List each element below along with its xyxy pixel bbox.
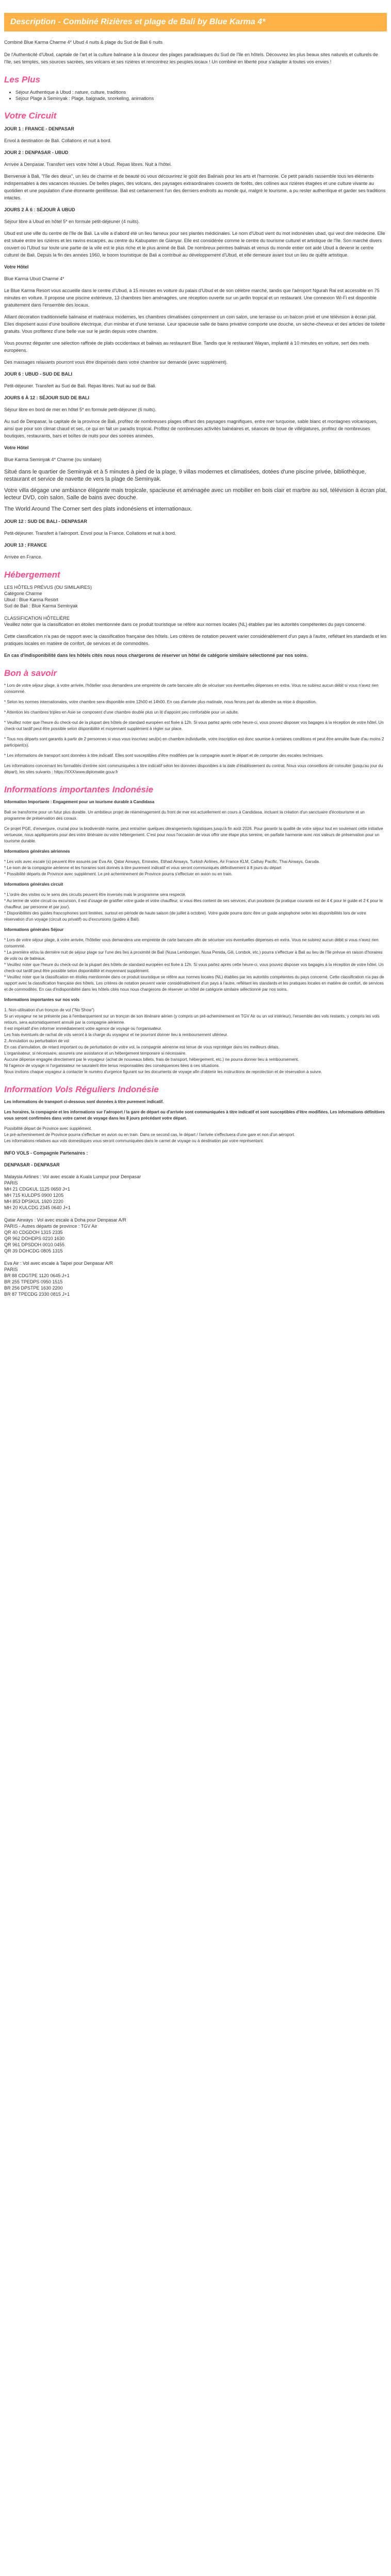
vols-item	[4, 1109, 387, 1122]
flight-line: Qatar Airways : Vol avec escale à Doha pour Denpasar A/R	[4, 1217, 126, 1223]
circuit-item	[4, 370, 387, 389]
flight-line: QR 961 DPSDOH 0010 0455	[4, 1242, 65, 1247]
circuit-end-blocks	[4, 518, 387, 561]
circuit-end-item	[4, 541, 387, 561]
hebergement-heading: Hébergement	[4, 570, 60, 580]
flight-line: BR 255 TPEDPS 0950 1515	[4, 1279, 63, 1284]
circuit-item	[4, 263, 387, 282]
circuit-title: JOURS 6 À 12 : SÉJOUR SUD DE BALI	[4, 395, 90, 400]
circuit-item	[4, 394, 387, 413]
circuit-item	[4, 125, 387, 144]
vols-heading: Information Vols Réguliers Indonésie	[4, 1084, 159, 1094]
vols-info-heading: INFO VOLS - Compagnie Partenaires :	[4, 1150, 88, 1156]
circuit-item	[4, 206, 387, 225]
flight-line: Malaysia Airlines : Vol avec escale à Kuala Lumpur pour Denpasar	[4, 1174, 141, 1179]
infos-indonesie-blocks	[4, 799, 387, 1075]
hebergement-line: Veuillez noter que la classification en étoiles mentionnée dans ce produit touristique se réfère aux normes locales (NL) établies par les autorités compétentes du pays concerné.	[4, 622, 366, 627]
flight-line	[4, 1211, 387, 1217]
circuit-title: Votre Hôtel	[4, 264, 29, 269]
hebergement-paragraph: Cette classification n'a pas de rapport avec la classification française des hôtels. Les critères de notation peuvent varier considérablement d'un pays à l'autre, reflétant les standards et les pratiques locales en matière de confort, de services et de commodités.	[4, 634, 387, 646]
flight-line: PARIS - Autres départs de province : TGV Air	[4, 1224, 97, 1229]
circuit-end-text: Arrivée en France.	[4, 554, 43, 560]
hebergement-more	[4, 633, 387, 659]
plus-list	[4, 89, 387, 101]
infos-indonesie-text: * Lors de votre séjour plage, à votre arrivée, l'hôtelier vous demandera une empreinte de carte bancaire afin de sécuriser vos éventuelles dépenses en extra. Vous ne subirez aucun débit si vous n'avez rien consommé. * La première et/ou la dernière nuit de séjour plage sur l'une des îles à proximité de Bali (Nusa Lembongan, Nusa Penida, Gili, Lombok, etc.) pourra s'effectuer à Bali au lieu de l'île prévue en raison d'horaires de vols ou de bateaux. * Veuillez noter que l'heure du check-out de la plupart des hôtels de standard européen est fixée à 12h. Si vous partez après cette heure-ci, vous pouvez disposer vos bagages à la réception de votre hôtel. Un check-out tardif peut être possible selon disponibilité et moyennant supplément. * Veuillez noter que la classification en étoiles mentionnée dans ce produit touristique se réfère aux normes locales (NL) établies par les autorités compétentes du pays concerné. Cette classification n'a pas de rapport avec la classification française des hôtels. Les critères de notation peuvent varier considérablement d'un pays à l'autre, reflétant les standards et les pratiques locales en matière de confort, de services et de commodités. En cas d'indisponibilité dans les hôtels cités nous nous chargerons de réserver un hôtel de catégorie similaire sélectionné par nos soins.	[4, 938, 384, 992]
circuit-title: JOUR 2 : DENPASAR - UBUD	[4, 150, 69, 155]
infos-indonesie-title: Informations générales aériennes	[4, 849, 70, 854]
vols-blocks	[4, 1099, 387, 1144]
circuit-item	[4, 340, 387, 354]
bon-a-savoir-paragraph: * Lors de votre séjour plage, à votre arrivée, l'hôtelier vous demandera une empreinte de carte bancaire afin de sécuriser vos éventuelles dépenses en extra. Vous ne subirez aucun débit si vous n'avez rien consommé.	[4, 683, 379, 694]
flight-line: QR 962 DOHDPS 0210 1630	[4, 1236, 65, 1241]
plus-item: • Séjour Plage à Seminyak : Plage, baignade, snorkeling, animations	[15, 95, 387, 101]
bon-a-savoir-heading: Bon à savoir	[4, 668, 57, 678]
plus-item: • Séjour Authentique à Ubud : nature, culture, traditions	[15, 89, 387, 95]
flight-line: MH 21 CDGKUL 1125 0650 J+1	[4, 1187, 70, 1192]
circuit-item	[4, 418, 387, 439]
flight-line: PARIS	[4, 1267, 18, 1272]
vols-item	[4, 1099, 387, 1105]
bon-a-savoir-paragraph: * Veuillez noter que l'heure du check-out de la plupart des hôtels de standard européen est fixée à 12h. Si vous partez après cette heure-ci, vous pouvez disposer vos bagages à la réception de votre hôtel. Un check-out tardif peut être possible selon disponibilité et moyennant supplément à régler sur place.	[4, 720, 384, 731]
villa-paragraph: Votre villa dégage une ambiance élégante mais tropicale, spacieuse et aménagée avec un mobilier en bois clair et marbre au sol, télévision à écran plat, lecteur DVD, coin salon. Salle de bains avec douche.	[4, 487, 387, 501]
flight-line: MH 853 DPSKUL 1920 2220	[4, 1199, 63, 1204]
bon-a-savoir-paragraph: * Attention les chambres triples en Asie se composent d'une chambre double plus un lit d'appoint peu confortable pour un adulte.	[4, 710, 239, 715]
circuit-text: Bienvenue à Bali, "l'île des dieux", un lieu de charme et de beauté où vous découvrirez le goût des Balinais pour les arts et l'harmonie. Ce petit paradis rassemble tous les éléments indispensables à des vacances réussies. De belles plages, des volcans, des paysages extraordinaires couverts de forêts, des collines aux rizières étagées et une culture vivante au quotidien et une population d'une étonnante gentillesse. Bali est certainement l'un des derniers endroits au monde qui, malgré le tourisme, a pu rester authentique et garder ses traditions intactes.	[4, 174, 387, 200]
infos-indonesie-item	[4, 849, 387, 877]
plus-heading: Les Plus	[4, 75, 40, 84]
flight-line: QR 40 CDGDOH 1315 2335	[4, 1230, 63, 1235]
bon-a-savoir-paragraph: * Tous nos départs sont garantis à partir de 2 personnes si vous vous inscrivez seul(e) en chambre individuelle, votre inscription est donc soumise à certaines conditions et peut être annulée faute d'au moins 2 participant(s).	[4, 737, 384, 748]
infos-indonesie-title: Informations importantes sur nos vols	[4, 997, 79, 1002]
infos-indonesie-title: Informations générales Séjour	[4, 927, 64, 932]
flight-line: MH 715 KULDPS 0900 1205	[4, 1193, 64, 1198]
circuit-title: JOURS 2 À 6 : SÉJOUR À UBUD	[4, 207, 75, 212]
circuit-text: Envol à destination de Bali. Collations et nuit à bord.	[4, 138, 112, 143]
flight-lines	[4, 1174, 387, 1297]
bon-a-savoir-blocks	[4, 683, 387, 775]
circuit-end-title: JOUR 12 : SUD DE BALI - DENPASAR	[4, 519, 87, 524]
flight-line: BR 88 CDGTPE 1120 0645 J+1	[4, 1273, 70, 1278]
circuit-text: Séjour libre en bord de mer en hôtel 5* en formule petit-déjeuner (6 nuits).	[4, 407, 156, 412]
intro-line: Combiné Blue Karma Charme 4* Ubud 4 nuits & plage du Sud de Bali 6 nuits	[4, 40, 163, 45]
circuit-item	[4, 313, 387, 335]
vols-info	[4, 1149, 387, 1168]
flight-line: BR 87 TPECDG 2330 0815 J+1	[4, 1292, 70, 1297]
hebergement-line: Sud de Bali : Blue Karma Seminyak	[4, 603, 78, 608]
circuit-text: Blue Karma Seminyak 4* Charme (ou similaire)	[4, 457, 102, 462]
circuit-end-title: JOUR 13 : FRANCE	[4, 543, 47, 548]
bon-a-savoir-paragraph: Les informations concernant les formalités d'entrée sont communiquées à titre indicatif selon les données disponibles à la date d'établissement du contrat. Nous vous conseillons de consulter (jusqu'au jour du départ), les sites suivants : https://XXX/www.diplomatie.gouv.fr	[4, 764, 383, 774]
circuit-text: Au sud de Denpasar, la capitale de la province de Bali, profitez de nombreuses plages offrant des paysages magnifiques, entre mer turquoise, sable blanc et montagnes volcaniques, ainsi que pour son climat chaud et sec, ce qui en fait un paradis tropical. Profitez de nombreuses activités balnéaires et, séances de boue de villégiatures, profitez de nombreuses boutiques, restaurants, bars et boîtes de nuits pour des soirées animées.	[4, 419, 379, 438]
villa-description	[4, 468, 387, 513]
hebergement-lines	[4, 584, 387, 628]
circuit-end-text: Petit-déjeuner. Transfert à l'aéroport. Envol pour la France. Collations et nuit à bord.	[4, 531, 176, 536]
circuit-heading: Votre Circuit	[4, 111, 57, 121]
flight-line: BR 256 DPSTPE 1630 2200	[4, 1285, 63, 1291]
circuit-text: Des massages relaxants pourront vous être dispensés dans votre chambre sur demande (avec supplément).	[4, 360, 228, 365]
circuit-title: JOUR 6 : UBUD - SUD DE BALI	[4, 371, 73, 377]
circuit-item	[4, 444, 387, 463]
circuit-text: Le Blue Karma Resort vous accueille dans le centre d'Ubud, à 15 minutes en voiture du palais d'Ubud et de son célèbre marché, tandis que l'aéroport Ngurah Rai est accessible en 75 minutes en voiture. Il propose une piscine extérieure, 13 chambres bien aménagées, une réception ouverte sur un jardin tropical et un restaurant. Une connexion Wi-Fi est disponible gratuitement dans l'ensemble des locaux.	[4, 288, 381, 308]
infos-indonesie-item	[4, 799, 387, 822]
page	[0, 13, 391, 1297]
flight-line: Eva Air : Vol avec escale à Taipei pour Denpasar A/R	[4, 1261, 113, 1266]
infos-indonesie-title: Informations générales circuit	[4, 882, 63, 887]
hebergement-line	[4, 609, 387, 615]
infos-indonesie-text: * L'ordre des visites ou le sens des circuits peuvent être inversés mais le programme sera respecté. * Au terme de votre circuit ou excursion, il est d'usage de gratifier votre guide et votre chauffeur, si vous êtes content de ses services, d'un pourboire (la pratique courante est de 4 € pour le guide et 2 € pour le chauffeur, par personne et par jour). * Disponibilités des guides francophones sont limitées, surtout en période de haute saison (de juillet à octobre). Votre guide pourra donc être un guide anglophone selon les disponibilités lors de votre réservation d'un voyage (circuit ou privatif) ou d'excursions (guides à Bali).	[4, 892, 383, 922]
infos-indonesie-item	[4, 927, 387, 993]
vols-title: Les horaires, la compagnie et les informations sur l'aéroport / la gare de départ ou d'arrivée sont communiquées à titre indicatif et sont susceptibles d'être modifiées. Les informations définitives vous seront confirmées dans votre carnet de voyage dans les 8 jours précédant votre départ.	[4, 1110, 385, 1121]
infos-indonesie-item	[4, 826, 387, 844]
circuit-item	[4, 359, 387, 366]
hebergement-paragraph: En cas d'indisponibilité dans les hôtels cités nous nous chargerons de réserver un hôtel de catégorie similaire sélectionné par nos soins.	[4, 653, 308, 658]
infos-indonesie-item	[4, 882, 387, 923]
infos-indonesie-item	[4, 997, 387, 1075]
intro-line: De l'Authenticité d'Ubud, capitale de l'art et la culture balinaise à la douceur des plages paradisiaques du Sud de l'île en hôtels. Découvrez les plus beaux sites naturels et culturels de l'île, ses temples, ses sources sacrées, ses volcans et ses rizières et rencontrez les peuples locaux ! Un combiné en liberté pour s'adapter à toutes vos envies !	[4, 52, 378, 64]
hebergement-line: CLASSIFICATION HÔTELIÈRE	[4, 616, 70, 621]
flight-line	[4, 1254, 387, 1260]
intro	[4, 39, 387, 65]
circuit-item	[4, 230, 387, 259]
infos-indonesie-title: Information Importante : Engagement pour un tourisme durable à Candidasa	[4, 800, 155, 804]
circuit-text: Blue Karma Ubud Charme 4*	[4, 276, 64, 281]
circuit-text: Séjour libre à Ubud en hôtel 5* en formule petit-déjeuner (4 nuits).	[4, 219, 140, 224]
hebergement-line: Catégorie Charme	[4, 591, 42, 596]
circuit-title: Votre Hôtel	[4, 445, 29, 450]
circuit-item	[4, 173, 387, 201]
infos-indonesie-text: 1. Non-utilisation d'un tronçon de vol ("No Show") Si un voyageur ne se présente pas à l'embarquement sur un tronçon de son itinéraire aérien (y compris un pré-acheminement en TGV Air ou un vol intérieur), l'ensemble des vols restants, y compris les vols retours, sera automatiquement annulé par la compagnie aérienne. Il est impératif d'en informer immédiatement votre agence de voyage ou l'organisateur. Les frais éventuels de rachat de vols seront à la charge du voyageur et ne pourront donner lieu à remboursement ultérieur. 2. Annulation ou perturbation de vol En cas d'annulation, de retard important ou de perturbation de votre vol, la compagnie aérienne est tenue de vous reprotéger dans les meilleurs délais. L'organisateur, si nécessaire, assurera une assistance et un hébergement temporaire si nécessaire. Aucune dépense engagée directement par le voyageur (achat de nouveaux billets, frais de transport, hébergement, etc.) ne pourra donner lieu à remboursement. Ni l'agence de voyage ni l'organisateur ne sauraient être tenus responsables des conséquences liées à ces situations. Nous invitons chaque voyageur à contacter le numéro d'urgence figurant sur les documents de voyage afin d'obtenir les instructions de reprotection et de réservation à suivre.	[4, 1008, 380, 1074]
vols-text: Possibilité départ de Province avec supplément. Le pré-acheminement de Province pourra s'effectuer en avion ou en train. Dans ce second cas, le départ / l'arrivée s'effectuera d'une gare et non d'un aéroport. Les informations relatives aux vols domestiques vous seront communiquées dans le carnet de voyage ou à destination par votre représentant.	[4, 1126, 296, 1143]
bon-a-savoir-paragraph: * Selon les normes internationales, votre chambre sera disponible entre 12h00 et 14h00. En cas d'arrivée plus matinale, nous ferons part du attendre sa mise à disposition.	[4, 700, 317, 704]
circuit-item	[4, 149, 387, 168]
circuit-end-item	[4, 518, 387, 537]
page-title: Description - Combiné Rizières et plage de Bali by Blue Karma 4*	[4, 13, 387, 31]
flight-line: MH 20 KULCDG 2345 0640 J+1	[4, 1205, 71, 1210]
flight-line: QR 39 DOHCDG 0805 1315	[4, 1248, 63, 1253]
infos-indonesie-text: Ce projet PGE, d'envergure, crucial pour la biodiversité marine, peut entraîner quelques dérangements logistiques jusqu'à fin août 2026. Pour garantir la qualité de votre séjour tout en soutenant cette initiative vertueuse, nous appliquerons pour des votre itinéraire ou votre hébergement. C'est pour nous l'occasion de vous offrir une étape plus sereine, en parfaite harmonie avec nos valeurs de préservation pour un tourisme durable.	[4, 826, 384, 843]
vols-title: Les informations de transport ci-dessous sont données à titre purement indicatif.	[4, 1099, 164, 1104]
bon-a-savoir-paragraph: * Les informations de transport sont données à titre indicatif. Elles sont susceptibles d'être modifiées par la compagnie avant le départ et de comporter des escales techniques.	[4, 753, 324, 758]
infos-indonesie-text: * Les vols avec escale (s) peuvent être assurés par Eva Air, Qatar Airways, Emirates, Etihad Airways, Turkish Airlines, Air France KLM, Cathay Pacific, Thai Airways, Garuda. * Le nom de la compagnie aérienne et les horaires sont donnés à titre purement indicatif et vous seront communiqués définitivement à 8 jours du départ * Possibilité départs de Province avec supplément. Le pré acheminement de Province pourra s'effectuer en avion ou en train.	[4, 859, 320, 876]
circuit-text: Vous pourrez déguster une sélection raffinée de plats occidentaux et balinais au restaurant Blue. Tandis que le restaurant Wayan, implanté à 10 minutes en voiture, sert des mets européens.	[4, 341, 370, 353]
circuit-item	[4, 287, 387, 309]
infos-indonesie-heading: Informations importantes Indonésie	[4, 785, 154, 794]
circuit-text: Arrivée à Denpasar. Transfert vers votre hôtel à Ubud. Repas libres. Nuit à l'hôtel.	[4, 162, 172, 167]
circuit-blocks	[4, 125, 387, 463]
hebergement-line: Ubud : Blue Karma Resort	[4, 597, 59, 602]
hebergement-line: LES HÔTELS PRÉVUS (OU SIMILAIRES)	[4, 585, 92, 590]
villa-paragraph: Situé dans le quartier de Seminyak et à 5 minutes à pied de la plage, 9 villas modernes et climatisées, dotées d'une piscine privée, bibliothèque, restaurant et service de navette de vers la plage de Seminyak.	[4, 469, 366, 482]
circuit-text: Ubud est une ville du centre de l'île de Bali. La ville a d'abord été un lieu fameux pour ses plantes médicinales. Le nom d'Ubud vient du mot indonésien ubad, qui veut dire médecine. Elle est située entre les rizières et les ravins escarpés, au centre du Kabupaten de Gianyar. Elle est considérée comme le centre du tourisme culturel et artistique de l'île. Son marché divers couvert où l'Ubud sur toute une partie de la ville est le plus riche et le plus animé de Bali. De nombreux peintres balinais et venus du monde entier ont aidé Ubud à devenir le centre culturel de Bali. Depuis la fin des années 1960, le boom touristique de Bali a contribué au développement d'Ubud, et elle demeure avant tout un lieu de quête artistique.	[4, 231, 387, 258]
villa-paragraph: The World Around The Corner sert des plats indonésiens et internationaux.	[4, 506, 192, 512]
vols-info-sub: DENPASAR - DENPASAR	[4, 1162, 60, 1167]
flight-line: PARIS	[4, 1180, 18, 1185]
vols-item	[4, 1126, 387, 1144]
infos-indonesie-text: Bali se transforme pour un futur plus durable. Un ambitieux projet de réaménagement du front de mer est actuellement en cours à Candidasa, incluant la création d'un sanctuaire d'écotourisme et un programme de préservation des coraux.	[4, 810, 366, 821]
circuit-title: JOUR 1 : FRANCE - DENPASAR	[4, 126, 74, 131]
circuit-text: Alliant décoration traditionnelle balinaise et matériaux modernes, les chambres climatisées comprennent un coin salon, une terrasse ou un balcon privé et une télévision à écran plat. Elles disposent aussi d'une bouilloire électrique, d'un minibar et d'une terrasse. Leur spacieuse salle de bains privative comporte une douche, un sèche-cheveux et des articles de toilette gratuits. Vous profiterez d'une belle vue sur le jardin depuis votre chambre.	[4, 314, 386, 334]
circuit-text: Petit-déjeuner. Transfert au Sud de Bali. Repas libres. Nuit au sud de Bali.	[4, 383, 157, 388]
